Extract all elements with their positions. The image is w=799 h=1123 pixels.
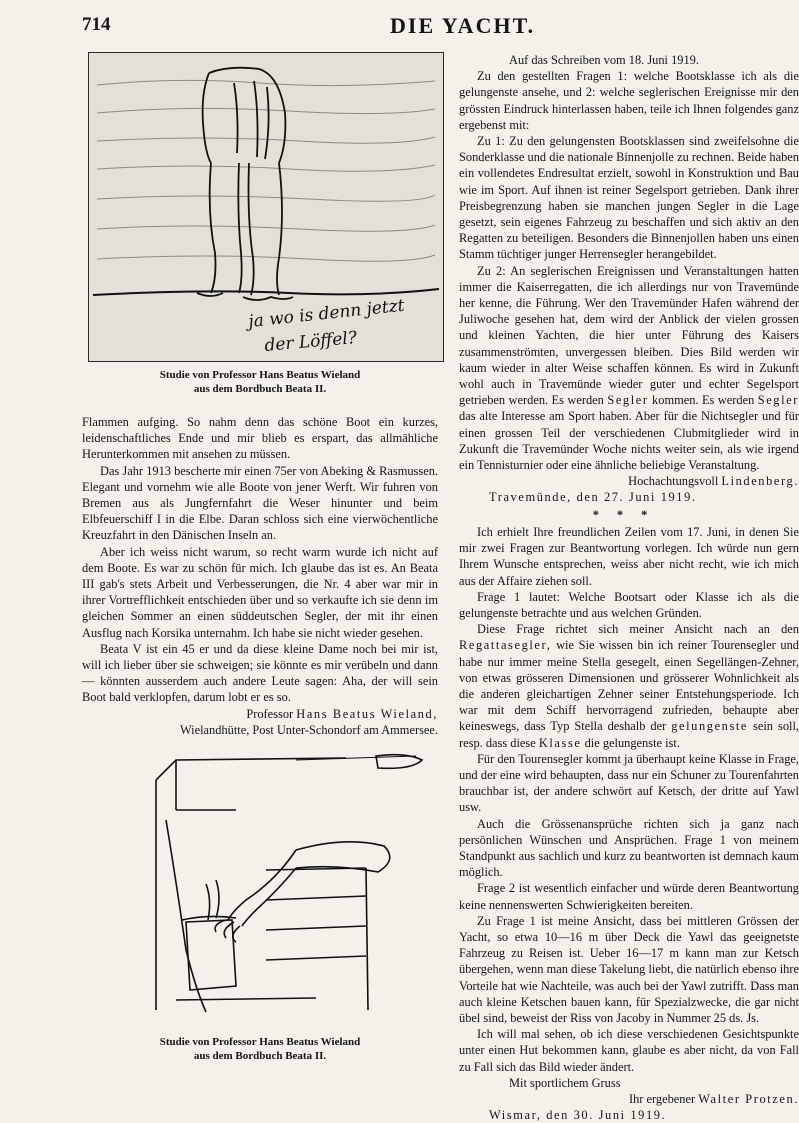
caption-line: Studie von Professor Hans Beatus Wieland xyxy=(159,1036,361,1049)
signature-protzen xyxy=(459,1091,799,1107)
caption-line: aus dem Bordbuch Beata II. xyxy=(193,1050,327,1063)
author-signature xyxy=(82,706,438,722)
text-run-spaced: Klasse xyxy=(538,735,582,750)
paragraph xyxy=(459,621,799,751)
closing-greeting: Mit sportlichem Gruss xyxy=(509,1075,621,1090)
signature-lindenberg xyxy=(459,473,799,489)
running-head: DIE YACHT. xyxy=(390,13,536,38)
paragraph: Aber ich weiss nicht warum, so recht warm wurde ich nicht auf dem Boote. Es war zu schön für mich. Ich glaube das ist es. An Beata III gab's stets Arbeit und Verbesserungen, die Nr. 4 aber war mir in ihrer Vortrefflichkeit entschieden über und so verkaufte ich sie denn im gleichen Sommer an einen süddeutschen Segler, der mit ihr einen Ausflug nach Korsika unternahm. Ich habe sie nicht wieder gesehen. xyxy=(82,544,438,640)
paragraph: Auch die Grössenansprüche richten sich ja ganz nach persönlichen Wünschen und Ansprüchen. Frage 1 von meinem Standpunkt aus sachlich und kurz zu beantworten ist demnach kaum möglich. xyxy=(459,816,799,880)
paragraph: Das Jahr 1913 bescherte mir einen 75er von Abeking & Rasmussen. Elegant und vornehm wie alle Boote von jener Werft. Wir fuhren von Bremen aus als Jungfernfahrt die Weser hinunter und beim Elbfeuerschiff I in die Elbe. Daran schloss sich eine vierwöchentliche Kreuzfahrt in den Dänischen Inseln an. xyxy=(82,463,438,543)
paragraph xyxy=(459,263,799,474)
text-run-spaced: Segler xyxy=(757,393,799,408)
right-column xyxy=(459,52,799,1123)
paragraph: Zu 1: Zu den gelungensten Bootsklassen sind zweifelsohne die Sonderklasse und die nationale Binnenjolle zu rechnen. Beide haben ein vollendetes Endresultat erzielt, sowohl in Konstruktion und Bau wie im Sport. Auf ihnen ist reiner Segelsport getrieben. Dank ihrer Preisbegrenzung haben sie manchen jungen Segler in die Lage gesetzt, sein eigenes Fahrzeug zu beschaffen und sich aktiv an den Regatten zu beteiligen. Besonders die Binnenjollen haben uns einen Stamm tüchtiger junger Herrensegler herangebildet. xyxy=(459,134,799,262)
handwriting-text-1: ja wo is denn jetzt xyxy=(247,295,406,332)
text-run: sein soll, resp. dass diese xyxy=(459,719,799,750)
text-run: die gelungenste ist. xyxy=(584,735,680,750)
paragraph: Beata V ist ein 45 er und da diese kleine Dame noch bei mir ist, will ich lieber über sie schweigen; sie könnte es mir verübeln und dann — könnten ausserdem auch andere Leute sagen: Aha, der will sein Boot bald verklopfen, darum lobt er es so. xyxy=(82,641,438,705)
text-run: kommen. Es werden xyxy=(652,393,755,408)
text-run: Diese Frage richtet sich meiner Ansicht nach an den xyxy=(477,622,799,637)
handwriting-text-2: der Löffel? xyxy=(263,327,358,356)
left-column xyxy=(82,52,438,1063)
text-run: Zu 2: An seglerischen Ereignissen und Veranstaltungen hatten immer die Kaiserregatten, die ich allerdings nur von Travemünde her kenne, die Führung. Wer den Travemünder Hafen während der Juliwoche gesehen hat, dem wird der Anblick der vielen grossen und kleinen Yachten, die hier unter Führung des Kaisers zusammenströmten, unvergessen bleiben. Dies Bild werden wir kaum wieder in alter Weise schaffen können. Es wird in Zukunft wohl auch in Travemünde wieder guter und echter Segelsport getrieben werden. Es werden xyxy=(459,263,799,408)
figure-1-caption xyxy=(82,368,438,396)
paragraph: Ich erhielt Ihre freundlichen Zeilen vom 17. Juni, in denen Sie mir zwei Fragen zur Beantwortung vorlegen. Ich würde nun gern Ihrem Wunsche entsprechen, weiss aber nicht recht, wie ich mich aus der Affaire ziehen soll. xyxy=(459,524,799,588)
page-number: 714 xyxy=(82,14,111,35)
sign-name: Hans Beatus Wieland, xyxy=(296,706,438,721)
cooking-sketch-illustration xyxy=(116,750,426,1026)
paragraph: Zu den gestellten Fragen 1: welche Bootsklasse ich als die gelungenste ansehe, und 2: welche seglerischen Ereignisse mir den grössten Eindruck hinterlassen haben, teile ich Ihnen folgendes ganz ergebenst mit: xyxy=(459,69,799,132)
text-run-spaced: Segler xyxy=(607,393,649,408)
caption-line: Studie von Professor Hans Beatus Wieland xyxy=(159,369,361,381)
sign-prefix: Ihr ergebener xyxy=(628,1092,696,1106)
text-run-spaced: gelungenste xyxy=(671,719,749,734)
paragraph: Zu Frage 1 ist meine Ansicht, dass bei mittleren Grössen der Yacht, so etwa 10—16 m über Deck die Yawl das geeignetste Fahrzeug zu Reisen ist. Ueber 16—17 m kann man zur Ketsch übergehen, wenn man diese Takelung liebt, die natürlich ebenso ihre Vorteile hat wie Nachteile, was auch bei der Yawl zutrifft. Dass man auch kleine Ketschen bauen kann, für Spezialzwecke, die gar nicht übel sind, beweist der Riss von Jacoby in Nummer 25 ds. Js. xyxy=(459,913,799,1025)
left-article-text xyxy=(82,414,438,738)
dateline: Travemünde, den 27. Juni 1919. xyxy=(489,490,697,505)
caption-line: aus dem Bordbuch Beata II. xyxy=(193,383,327,395)
paragraph: Auf das Schreiben vom 18. Juni 1919. xyxy=(509,53,699,67)
paragraph: Flammen aufging. So nahm denn das schöne Boot ein kurzes, leidenschaftliches Ende und mir blieb es erspart, das allmähliche Herunterkommen mit ansehen zu müssen. xyxy=(82,415,438,462)
signer-name: Walter Protzen. xyxy=(698,1092,799,1106)
sketch-figure-1 xyxy=(88,52,444,362)
sign-prefix: Professor xyxy=(246,706,294,721)
text-run-spaced: Regattasegler, xyxy=(459,638,552,653)
greeting: Hochachtungsvoll xyxy=(628,474,719,489)
paragraph: Frage 2 ist wesentlich einfacher und würde deren Beantwortung keine nennenswerten Schwierigkeiten bereiten. xyxy=(459,881,799,912)
paragraph: Für den Tourensegler kommt ja überhaupt keine Klasse in Frage, und der eine wird behaupten, dass nur ein Schuner zu Tourenfahrten brauchbar ist, der andere schwört auf Ketsch, der dritte auf Yawl usw. xyxy=(459,751,799,815)
text-run: das alte Interesse am Sport haben. Aber für die Nichtsegler und für einen grossen Teil der verschiedenen Clubmitglieder wird in Zukunft die Travemünder Woche nichts weiter sein, als wie irgend ein Tennisturnier oder eine ähnliche beliebige Veranstaltung. xyxy=(459,409,799,473)
right-article-text xyxy=(459,52,799,1123)
figure-2-caption xyxy=(82,1035,438,1063)
signer-name: Lindenberg. xyxy=(721,474,799,489)
sketch-figure-2 xyxy=(116,750,438,1031)
author-place: Wielandhütte, Post Unter-Schondorf am Ammersee. xyxy=(179,722,438,737)
text-run: wie Sie wissen bin ich reiner Tourensegler und habe nur immer meine Stella gesegelt, einen Segellängen-Zehner, von etwas grösseren Dimensionen und grösserer Wohnlichkeit als die anderen gleichartigen Zehner seiner Entstehungsperiode. Ich war mit dem Schiff hervorragend zufrieden, behaupte aber keineswegs, dass Typ Stella deshalb der xyxy=(459,638,799,734)
legs-sketch-illustration xyxy=(89,53,443,361)
section-separator: *** xyxy=(592,507,666,522)
paragraph: Ich will mal sehen, ob ich diese verschiedenen Gesichtspunkte unter einen Hut bekommen kann, glaube es aber nicht, da von Fall zu Fall sich das Bild wieder ändert. xyxy=(459,1027,799,1074)
dateline: Wismar, den 30. Juni 1919. xyxy=(489,1108,667,1123)
paragraph: Frage 1 lautet: Welche Bootsart oder Klasse ich als die gelungenste betrachte und aus welchen Gründen. xyxy=(459,589,799,620)
